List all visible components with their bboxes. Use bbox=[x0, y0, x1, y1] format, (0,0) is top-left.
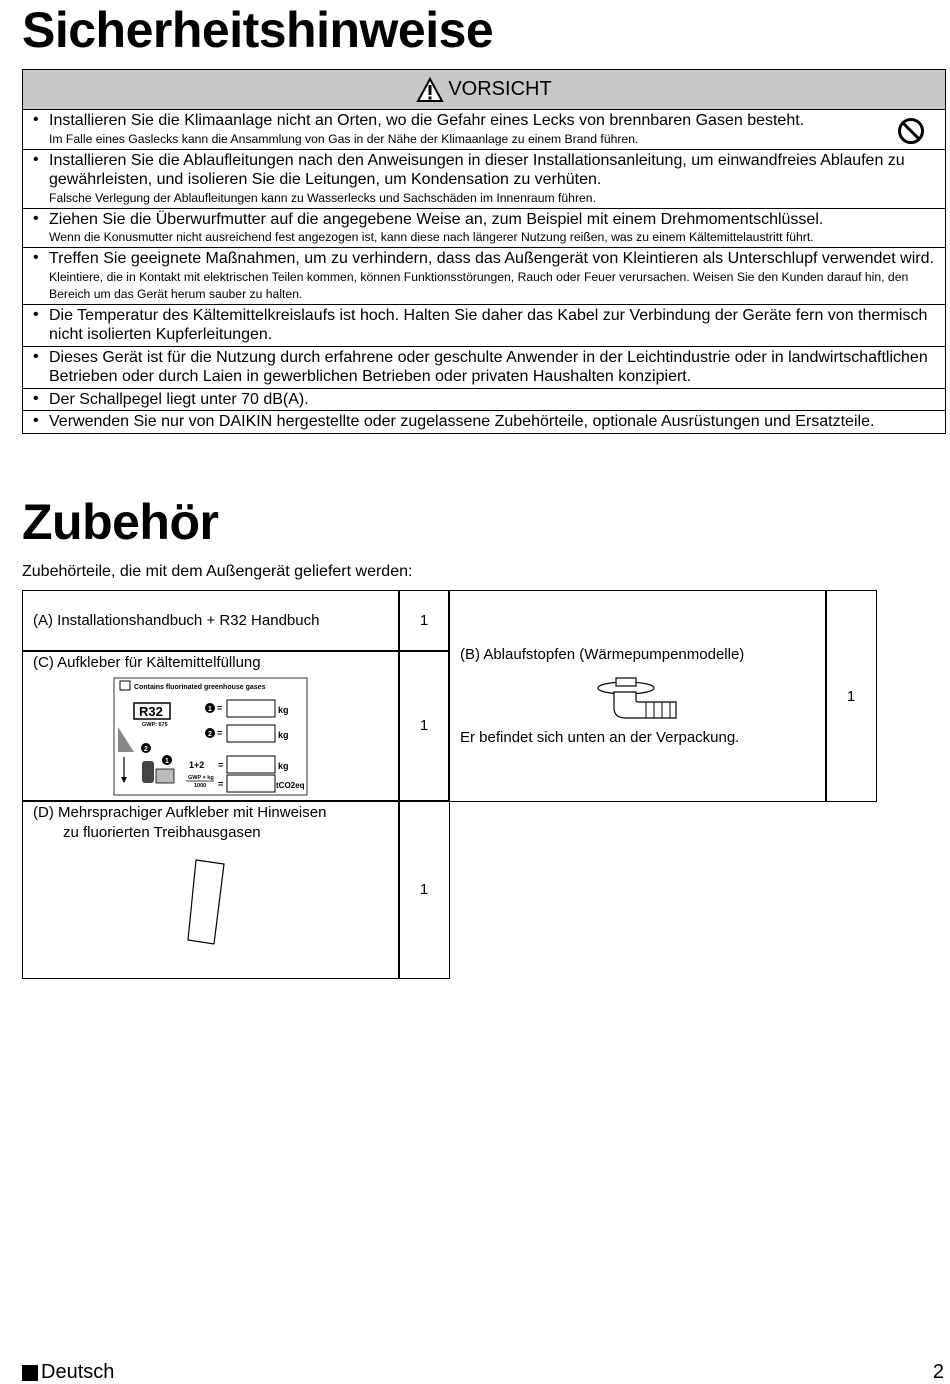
bullet-icon: • bbox=[33, 347, 39, 365]
svg-text:=: = bbox=[218, 760, 224, 770]
sticker-unit-kg-2: kg bbox=[278, 730, 289, 740]
accessory-a-qty: 1 bbox=[419, 612, 429, 629]
sticker-header: Contains fluorinated greenhouse gases bbox=[134, 684, 266, 691]
caution-item-detail: Kleintiere, die in Kontakt mit elektrischen Teilen kommen, können Funktionsstörungen, Rauch oder Feuer verursachen. Weisen Sie den Kunden darauf hin, den Bereich um das Gerät herum sauber zu halten. bbox=[49, 269, 909, 301]
caution-item bbox=[23, 110, 945, 150]
caution-item-detail: Falsche Verlegung der Ablaufleitungen kann zu Wasserlecks und Sachschäden im Innenraum führen. bbox=[49, 190, 596, 205]
drain-plug-image bbox=[596, 674, 682, 722]
multilingual-sticker-image bbox=[186, 858, 226, 948]
caution-item bbox=[23, 347, 945, 389]
accessory-d-label-line2: zu fluorierten Treibhausgasen bbox=[63, 824, 261, 841]
accessory-d-label-line1: (D) Mehrsprachiger Aufkleber mit Hinweisen bbox=[33, 804, 327, 821]
svg-text:=: = bbox=[217, 728, 223, 738]
page-number: 2 bbox=[932, 1361, 944, 1383]
page-title: Sicherheitshinweise bbox=[22, 2, 494, 58]
sticker-sum: 1+2 bbox=[189, 760, 205, 770]
prohibited-icon bbox=[897, 117, 925, 145]
bullet-icon: • bbox=[33, 111, 39, 128]
svg-text:=: = bbox=[217, 703, 223, 713]
footer-language bbox=[22, 1361, 114, 1384]
accessories-intro: Zubehörteile, die mit dem Außengerät geliefert werden: bbox=[22, 563, 413, 580]
caution-item-detail: Wenn die Konusmutter nicht ausreichend fest angezogen ist, kann diese nach längerer Nutzung reißen, was zu einem Kältemittelaustritt führt. bbox=[49, 230, 814, 244]
caution-item bbox=[23, 209, 945, 249]
footer-language-label: Deutsch bbox=[41, 1361, 115, 1383]
caution-heading: VORSICHT bbox=[448, 78, 552, 100]
caution-item bbox=[23, 248, 945, 305]
caution-item-text: Die Temperatur des Kältemittelkreislaufs ist hoch. Halten Sie daher das Kabel zur Verbindung der Geräte fern von thermisch nicht isolierten Kupferleitungen. bbox=[49, 306, 928, 343]
accessory-b-note: Er befindet sich unten an der Verpackung. bbox=[460, 729, 740, 746]
caution-item-text: Dieses Gerät ist für die Nutzung durch erfahrene oder geschulte Anwender in der Leichtindustrie oder in landwirtschaftlichen Betrieben oder durch Laien in gewerblichen Betrieben oder privaten Haushalten konzipiert. bbox=[49, 348, 928, 385]
caution-item-text: Installieren Sie die Ablaufleitungen nach den Anweisungen in dieser Installationsanleitung, um einwandfreies Ablaufen zu gewährleisten, und isolieren Sie die Leitungen, um Kondensation zu verhüten. bbox=[49, 151, 905, 188]
caution-header bbox=[23, 70, 945, 110]
sticker-unit-kg-3: kg bbox=[278, 761, 289, 771]
accessory-c-qty: 1 bbox=[419, 717, 429, 734]
caution-item bbox=[23, 411, 945, 433]
caution-item bbox=[23, 150, 945, 209]
refrigerant-sticker-image bbox=[112, 677, 312, 797]
sticker-gwp: GWP: 675 bbox=[142, 722, 168, 728]
caution-item-text: Der Schallpegel liegt unter 70 dB(A). bbox=[49, 390, 309, 408]
sticker-gwp-formula-top: GWP × kg bbox=[188, 775, 214, 781]
accessory-b-qty: 1 bbox=[846, 688, 856, 705]
caution-item bbox=[23, 305, 945, 347]
bullet-icon: • bbox=[33, 209, 39, 227]
sticker-num2-b: 2 bbox=[144, 746, 148, 753]
sticker-num2-a: 2 bbox=[208, 731, 212, 738]
caution-item-text: Installieren Sie die Klimaanlage nicht an Orten, wo die Gefahr eines Lecks von brennbaren Gasen besteht. bbox=[49, 112, 805, 129]
caution-item-text: Ziehen Sie die Überwurfmutter auf die angegebene Weise an, zum Beispiel mit einem Drehmomentschlüssel. bbox=[49, 210, 824, 228]
svg-text:=: = bbox=[218, 779, 224, 789]
bullet-icon: • bbox=[33, 305, 39, 323]
section-title-accessories: Zubehör bbox=[22, 494, 219, 550]
caution-item-detail: Im Falle eines Gaslecks kann die Ansammlung von Gas in der Nähe der Klimaanlage zu einem Brand führen. bbox=[49, 131, 639, 146]
accessory-d-qty: 1 bbox=[419, 881, 429, 898]
caution-item-text: Treffen Sie geeignete Maßnahmen, um zu verhindern, dass das Außengerät von Kleintieren als Unterschlupf verwendet wird. bbox=[49, 250, 934, 267]
bullet-icon: • bbox=[33, 412, 39, 429]
sticker-refrigerant: R32 bbox=[139, 704, 163, 719]
sticker-gwp-formula-bottom: 1000 bbox=[194, 783, 207, 789]
sticker-num1-a: 1 bbox=[208, 706, 212, 713]
sticker-unit-co2: tCO2eq bbox=[276, 781, 305, 790]
caution-item bbox=[23, 389, 945, 412]
accessory-c-label: (C) Aufkleber für Kältemittelfüllung bbox=[33, 654, 261, 671]
bullet-icon: • bbox=[33, 389, 39, 407]
bullet-icon: • bbox=[33, 249, 39, 266]
accessory-b-label: (B) Ablaufstopfen (Wärmepumpenmodelle) bbox=[460, 646, 745, 663]
bullet-icon: • bbox=[33, 150, 39, 168]
caution-item-text: Verwenden Sie nur von DAIKIN hergestellte oder zugelassene Zubehörteile, optionale Ausrüstungen und Ersatzteile. bbox=[49, 413, 875, 430]
warning-icon bbox=[416, 77, 444, 103]
caution-box bbox=[22, 69, 946, 434]
sticker-unit-kg-1: kg bbox=[278, 705, 289, 715]
square-icon bbox=[22, 1365, 38, 1381]
accessory-a-label: (A) Installationshandbuch + R32 Handbuch bbox=[33, 612, 320, 629]
sticker-num1-b: 1 bbox=[165, 758, 169, 765]
